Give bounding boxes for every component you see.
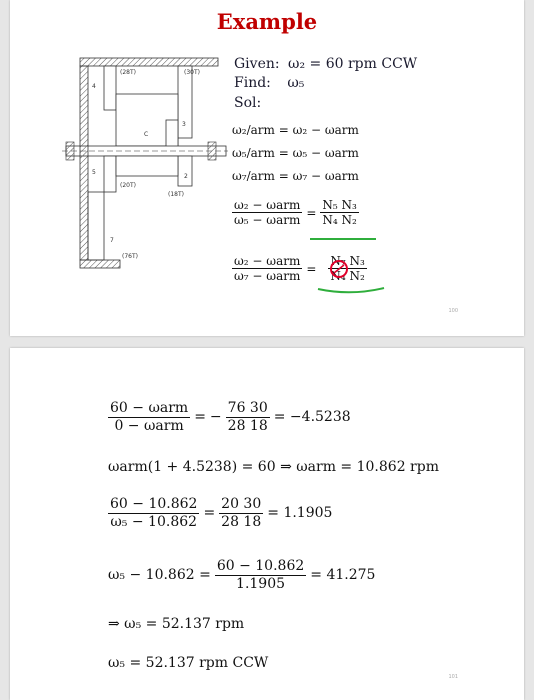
given-label: Given:	[234, 56, 280, 72]
l1-num: 60 − ωarm	[110, 400, 189, 416]
l1-den: 0 − ωarm	[114, 417, 184, 434]
green-underline-2	[316, 286, 386, 296]
gear-4	[104, 66, 116, 110]
l1-result: = −4.5238	[273, 409, 351, 426]
ratio2-rhs-num: N₇ N₃	[330, 254, 365, 268]
given-value: ω₂ = 60 rpm CCW	[288, 56, 418, 72]
label-20t: (20T)	[120, 182, 136, 189]
solution-line-6: ω₅ = 52.137 rpm CCW	[108, 655, 269, 671]
page-number: 100	[448, 308, 458, 314]
solution-line-5: ⇒ ω₅ = 52.137 rpm	[108, 616, 245, 632]
l3-eq: =	[203, 505, 216, 522]
label-2: 2	[184, 173, 188, 180]
equation-2: ω₅/arm = ω₅ − ωarm	[232, 146, 359, 160]
label-c: C	[144, 131, 149, 138]
label-76t: (76T)	[122, 253, 138, 260]
gear-5	[104, 156, 116, 192]
l1-lhs	[108, 400, 190, 435]
l3-rhs-num: 20 30	[221, 496, 262, 512]
solution-line-4	[108, 558, 375, 593]
gear-2	[178, 156, 192, 186]
label-4: 4	[92, 83, 96, 90]
ratio1-rhs	[320, 198, 358, 228]
l3-rhs	[219, 496, 263, 531]
gear-train-diagram	[58, 50, 228, 272]
ratio2-num: ω₂ − ωarm	[234, 254, 301, 268]
label-28t: (28T)	[120, 69, 136, 76]
l1-rhs-num: 76 30	[227, 400, 268, 416]
label-30t: (30T)	[184, 69, 200, 76]
ring-gear-7	[88, 192, 104, 260]
ratio2-lhs	[232, 254, 302, 284]
l4-den: 1.1905	[236, 575, 286, 592]
ratio-equation-2: $\frac{\text{ω₂ − ωarm}}{\text{ω₇ − ωarm}}$ = $\frac{\text{N₇ N₃}}{\text{N₄ N₂}}$	[234, 254, 365, 284]
l4-frac	[215, 558, 306, 593]
red-circle-annotation	[328, 258, 350, 280]
find-label: Find:	[234, 75, 271, 91]
frame-bottom	[80, 260, 120, 268]
l3-num: 60 − 10.862	[110, 496, 198, 512]
frame-left	[80, 66, 88, 260]
equation-3: ω₇/arm = ω₇ − ωarm	[232, 169, 359, 183]
l4-num: 60 − 10.862	[216, 558, 305, 574]
find-value: ω₅	[287, 75, 305, 91]
ratio1-num: ω₂ − ωarm	[234, 198, 301, 212]
slide-2	[10, 348, 524, 700]
equation-1: ω₂/arm = ω₂ − ωarm	[232, 123, 359, 137]
slide-title: Example	[216, 9, 318, 34]
solution-line-3	[108, 496, 332, 531]
label-5: 5	[92, 169, 96, 176]
frame-top	[80, 58, 218, 66]
l1-rhs-den: 28 18	[227, 417, 268, 434]
solution-line-2: ωarm(1 + 4.5238) = 60 ⇒ ωarm = 10.862 rpm	[108, 459, 439, 475]
ratio2-den: ω₇ − ωarm	[234, 269, 301, 284]
page-number: 101	[448, 674, 458, 680]
label-18t: (18T)	[168, 191, 184, 198]
given-line	[234, 56, 417, 72]
label-3: 3	[182, 121, 186, 128]
ratio1-rhs-den: N₄ N₂	[322, 213, 357, 228]
slide-1	[10, 0, 524, 336]
solution-line-1	[108, 400, 351, 435]
ratio1-den: ω₅ − ωarm	[234, 213, 301, 228]
l3-rhs-den: 28 18	[221, 513, 262, 530]
green-underline-1	[310, 238, 376, 240]
l4-lhs: ω₅ − 10.862 =	[108, 567, 211, 584]
ratio1-rhs-num: N₅ N₃	[322, 198, 357, 212]
label-7: 7	[110, 237, 114, 244]
ratio1-lhs	[232, 198, 302, 228]
l3-den: ω₅ − 10.862	[110, 513, 198, 530]
l1-rhs	[226, 400, 270, 435]
l1-eq: =	[194, 409, 206, 426]
ratio-equation-1: $\frac{\text{ω₂ − ωarm}}{\text{ω₅ − ωarm}}$ = $\frac{\text{N₅ N₃}}{\text{N₄ N₂}}$	[234, 198, 357, 228]
sol-label: Sol:	[234, 95, 262, 111]
l3-result: = 1.1905	[267, 505, 333, 522]
find-line	[234, 75, 304, 91]
l4-result: = 41.275	[310, 567, 376, 584]
l1-minus: −	[209, 409, 222, 426]
ratio2-rhs-den: N₄ N₂	[330, 269, 365, 284]
l3-lhs	[108, 496, 199, 531]
